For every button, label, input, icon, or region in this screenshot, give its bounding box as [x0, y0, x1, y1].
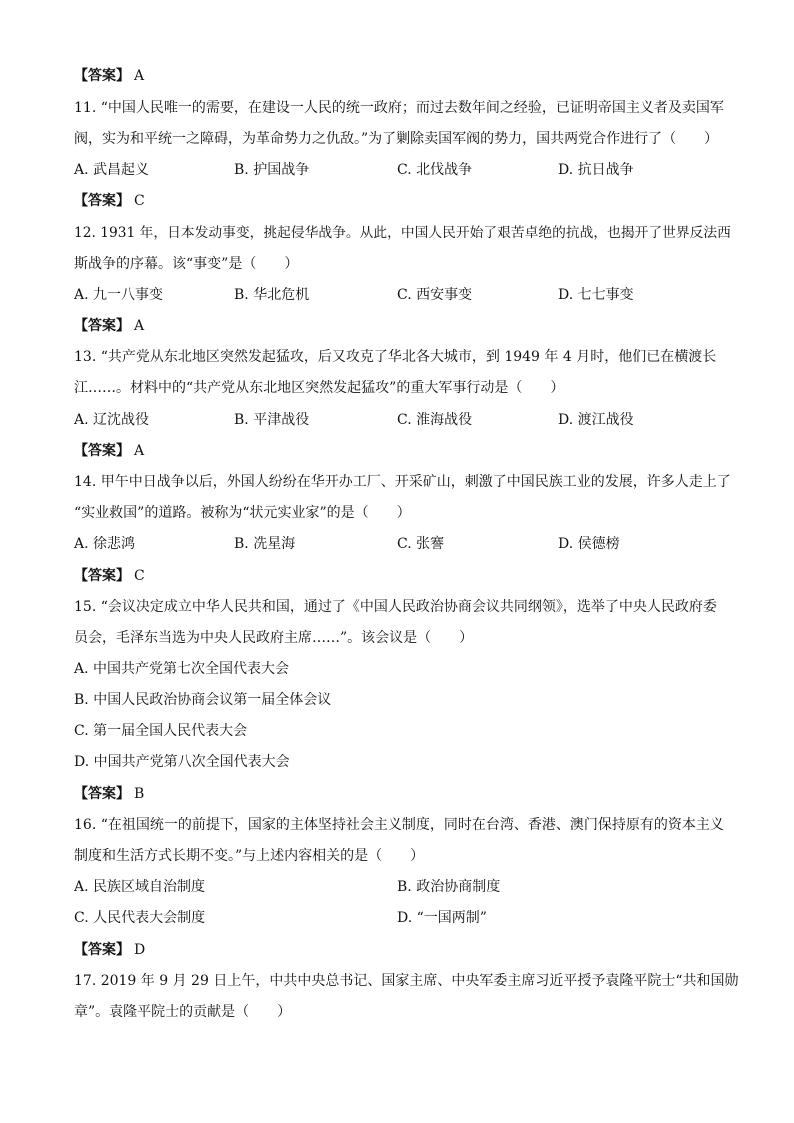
q15-stem-line1: 15. “会议决定成立中华人民共和国，通过了《中国人民政治协商会议共同纲领》，选举了中央人民政府委 [74, 599, 717, 615]
answer-label: 【答案】 A [74, 318, 145, 334]
answer-label: 【答案】 B [74, 786, 145, 802]
q12-stem-line1: 12. 1931 年，日本发动事变，挑起侵华战争。从此，中国人民开始了艰苦卓绝的抗战，也揭开了世界反法西 [74, 225, 731, 241]
q13-stem-line1: 13. “共产党从东北地区突然发起猛攻，后又攻克了华北各大城市，到 1949 年 4 月时，他们已在横渡长 [74, 349, 717, 365]
q13-option-c: C. 淮海战役 [397, 412, 473, 428]
q12-option-a: A. 九一八事变 [74, 287, 164, 303]
q16-option-a: A. 民族区域自治制度 [74, 879, 206, 895]
q11-option-a: A. 武昌起义 [74, 162, 150, 178]
q16-option-c: C. 人民代表大会制度 [74, 910, 206, 926]
answer-label: 【答案】 A [74, 443, 145, 459]
q13-option-b: B. 平津战役 [234, 412, 310, 428]
q14-option-d: D. 侯德榜 [558, 536, 620, 552]
q15-option-d: D. 中国共产党第八次全国代表大会 [74, 754, 290, 770]
q13-option-d: D. 渡江战役 [558, 412, 634, 428]
q11-stem-line1: 11. “中国人民唯一的需要，在建设一人民的统一政府；而过去数年间之经验，已证明帝国主义者及卖国军 [74, 100, 724, 116]
q16-option-b: B. 政治协商制度 [397, 879, 501, 895]
q16-option-d: D. “一国两制” [397, 910, 487, 926]
q13-option-a: A. 辽沈战役 [74, 412, 150, 428]
q14-stem-line2: “实业救国”的道路。被称为“状元实业家”的是（ ） [74, 505, 411, 521]
q14-option-a: A. 徐悲鸿 [74, 536, 136, 552]
q11-stem-line2: 阀，实为和平统一之障碍，为革命势力之仇敌。”为了剿除卖国军阀的势力，国共两党合作进行了（ ） [74, 131, 719, 147]
q16-stem-line2: 制度和生活方式长期不变。”与上述内容相关的是（ ） [74, 848, 425, 864]
q16-stem-line1: 16. “在祖国统一的前提下，国家的主体坚持社会主义制度，同时在台湾、香港、澳门保持原有的资本主义 [74, 817, 724, 833]
q12-stem-line2: 斯战争的序幕。该“事变”是（ ） [74, 256, 299, 272]
q15-stem-line2: 员会，毛泽东当选为中央人民政府主席……”。该会议是（ ） [74, 630, 474, 646]
q14-option-c: C. 张謇 [397, 536, 445, 552]
q11-option-d: D. 抗日战争 [558, 162, 634, 178]
q11-option-c: C. 北伐战争 [397, 162, 473, 178]
q11-option-b: B. 护国战争 [234, 162, 310, 178]
q13-stem-line2: 江……。材料中的“共产党从东北地区突然发起猛攻”的重大军事行动是（ ） [74, 380, 565, 396]
q14-option-b: B. 冼星海 [234, 536, 296, 552]
q12-option-c: C. 西安事变 [397, 287, 473, 303]
q17-stem-line1: 17. 2019 年 9 月 29 日上午，中共中央总书记、国家主席、中央军委主席习近平授予袁隆平院士“共和国勋 [74, 973, 739, 989]
answer-label: 【答案】 A [74, 68, 145, 84]
q17-stem-line2: 章”。袁隆平院士的贡献是（ ） [74, 1004, 292, 1020]
q15-option-c: C. 第一届全国人民代表大会 [74, 723, 248, 739]
q15-option-a: A. 中国共产党第七次全国代表大会 [74, 661, 290, 677]
answer-label: 【答案】 C [74, 193, 145, 209]
q12-option-b: B. 华北危机 [234, 287, 310, 303]
answer-label: 【答案】 D [74, 942, 146, 958]
answer-label: 【答案】 C [74, 568, 145, 584]
q14-stem-line1: 14. 甲午中日战争以后，外国人纷纷在华开办工厂、开采矿山，刺激了中国民族工业的发展，许多人走上了 [74, 474, 731, 490]
q12-option-d: D. 七七事变 [558, 287, 634, 303]
q15-option-b: B. 中国人民政治协商会议第一届全体会议 [74, 692, 332, 708]
